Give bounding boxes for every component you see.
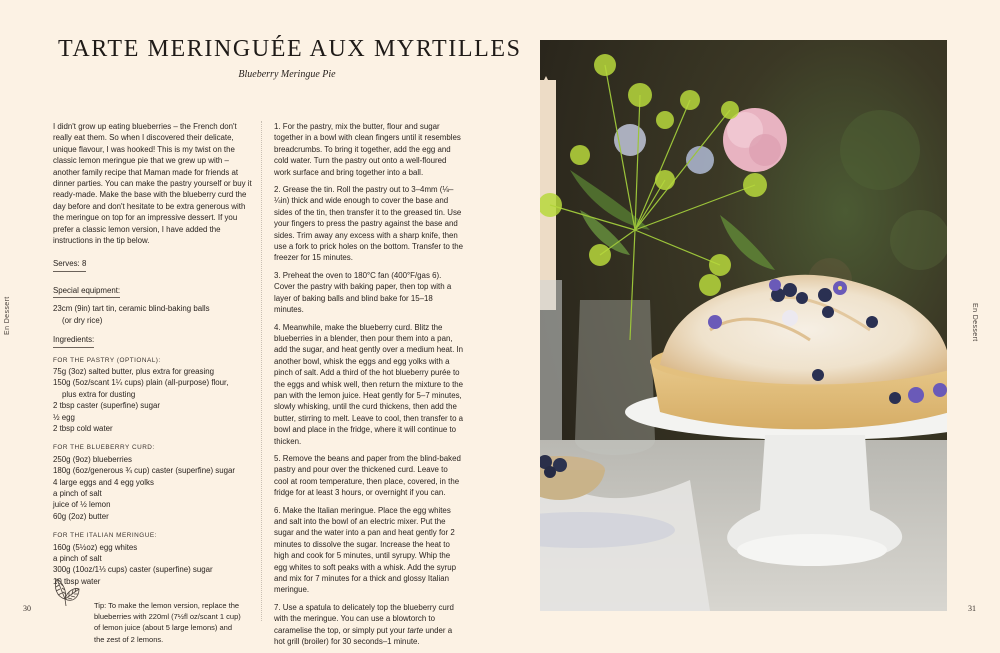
ingredient-item: a pinch of salt (53, 488, 102, 498)
equipment-heading: Special equipment: (53, 285, 120, 298)
page-number-right: 31 (968, 604, 976, 613)
ingredient-item: 60g (2oz) butter (53, 511, 109, 521)
method-column (274, 121, 464, 653)
method-step: 3. Preheat the oven to 180°C fan (400°F/gas 6). Cover the pastry with baking paper, then top with a layer of baking balls and blind bake for 15–18 minutes. (274, 270, 452, 315)
ingredient-item: juice of ½ lemon (53, 500, 111, 510)
ingredient-item: 250g (9oz) blueberries (53, 454, 132, 464)
ingredient-item: 10 tbsp water (53, 576, 101, 586)
section-label-left: En Dessert (4, 296, 11, 335)
meringue-heading: FOR THE ITALIAN MERINGUE: (53, 532, 157, 540)
ingredient-item: 75g (3oz) salted butter, plus extra for greasing (53, 366, 214, 376)
step7-text: 7. Use a spatula to delicately top the blueberry curd with the meringue. You can use a blowtorch to caramelise the top, or simply put your (274, 602, 454, 635)
ingredients-section (53, 334, 253, 587)
method-step: 2. Grease the tin. Roll the pastry out to 3–4mm (⅛–¼in) thick and wide enough to cover the base and sides of the tin, then transfer it to the greased tin. Use your fingers to press the pastry against the base and sides. Trim away any excess with a sharp knife, then use a fork to prick holes on the bottom. Transfer to the freezer for 15 minutes. (274, 185, 464, 263)
serves-label: Serves: 8 (53, 258, 86, 271)
ingredients-column (53, 121, 253, 595)
curd-group (53, 442, 253, 522)
ingredients-heading: Ingredients: (53, 334, 94, 347)
curd-heading: FOR THE BLUEBERRY CURD: (53, 444, 155, 452)
pastry-group (53, 355, 253, 435)
pastry-heading: FOR THE PASTRY (OPTIONAL): (53, 356, 161, 364)
recipe-photo (540, 40, 947, 611)
ingredient-item: a pinch of salt (53, 554, 102, 563)
method-step (274, 602, 464, 648)
ingredient-item: 180g (6oz/generous ¾ cup) caster (superfine) sugar (53, 466, 236, 476)
recipe-title: TARTE MERINGUÉE AUX MYRTILLES (58, 36, 522, 62)
ingredient-item: ½ egg (53, 412, 75, 422)
ingredient-item: 150g (5oz/scant 1¼ cups) plain (all-purpose) flour, (53, 378, 229, 388)
ingredient-item: 4 large eggs and 4 egg yolks (53, 477, 154, 487)
leaf-icon (51, 575, 81, 609)
equipment-line: 23cm (9in) tart tin, ceramic blind-baking balls (53, 304, 210, 314)
meringue-group (53, 530, 253, 587)
recipe-intro: I didn't grow up eating blueberries – the French don't really eat them. So when I discovered their delicate, unique flavour, I was hooked! This is my twist on the classic lemon meringue pie that we grew up with – another family recipe that Maman made for friends at dinner parties. You can make the pastry yourself or buy it ready-made. Make the base with the blueberry curd the day before and don't hesitate to be extra generous with the meringue on top for an impressive dessert. If you prefer a classic lemon version, I have added the instructions in the tip below. (53, 122, 252, 246)
recipe-subtitle-text: Blueberry Meringue Pie (238, 69, 336, 80)
ingredient-item: 2 tbsp caster (superfine) sugar (53, 401, 161, 411)
section-label-right: En Dessert (971, 303, 978, 342)
column-divider (261, 121, 262, 621)
method-step: 1. For the pastry, mix the butter, flour and sugar together in a bowl with clean fingers until it resembles breadcrumbs. To bring it together, add the egg and cold water. Turn the pastry out onto a well-floured work surface and bring together into a ball. (274, 122, 461, 177)
page-number-left: 30 (23, 604, 31, 613)
step7-text-end: under a hot grill (broiler) for 30 seconds–1 minute. (274, 625, 453, 647)
recipe-subtitle (0, 69, 520, 80)
tip-note: Tip: To make the lemon version, replace the blueberries with 220ml (7½fl oz/scant 1 cup) of lemon juice (about 5 large lemons) and the zest of 2 lemons. (94, 601, 241, 644)
method-step: 5. Remove the beans and paper from the blind-baked pastry and pour over the thickened curd. Leave to cool at room temperature, then place, covered, in the fridge for at least 3 hours, or overnight if you can. (274, 453, 461, 498)
ingredient-item: plus extra for dusting (62, 389, 136, 399)
step7-italic: tarte (407, 625, 424, 635)
ingredient-item: 300g (10oz/1⅓ cups) caster (superfine) sugar (53, 565, 213, 575)
serves-section (53, 258, 253, 276)
ingredient-item: 160g (5½oz) egg whites (53, 542, 138, 552)
method-step: 6. Make the Italian meringue. Place the egg whites and salt into the bowl of an electric mixer. Put the sugar and the water into a pan and heat gently for 2 minutes to dissolve the sugar. Increase the heat to high and cook for 5 minutes, until syrupy. Whip the egg whites to soft peaks with a whisk. Add the syrup and mix for 7 minutes for a thick and glossy Italian meringue. (274, 505, 457, 595)
method-step: 4. Meanwhile, make the blueberry curd. Blitz the blueberries in a blender, then pour them into a pan, add the sugar, and heat gently over a medium heat. In another bowl, whisk the eggs and egg yolks with a pinch of salt. Add a third of the hot blueberry purée to the eggs and whisk well, then return the mixture to the pan with the lemon juice. Heat gently for 5–7 minutes, slowly whisking, until the curd thickens, then add the butter, stirring to melt. Leave to cool, then transfer to a bowl and place in the fridge, where it will continue to thicken. (274, 322, 464, 446)
equipment-line: (or dry rice) (62, 315, 103, 325)
ingredient-item: 2 tbsp cold water (53, 423, 113, 433)
equipment-section (53, 285, 253, 326)
